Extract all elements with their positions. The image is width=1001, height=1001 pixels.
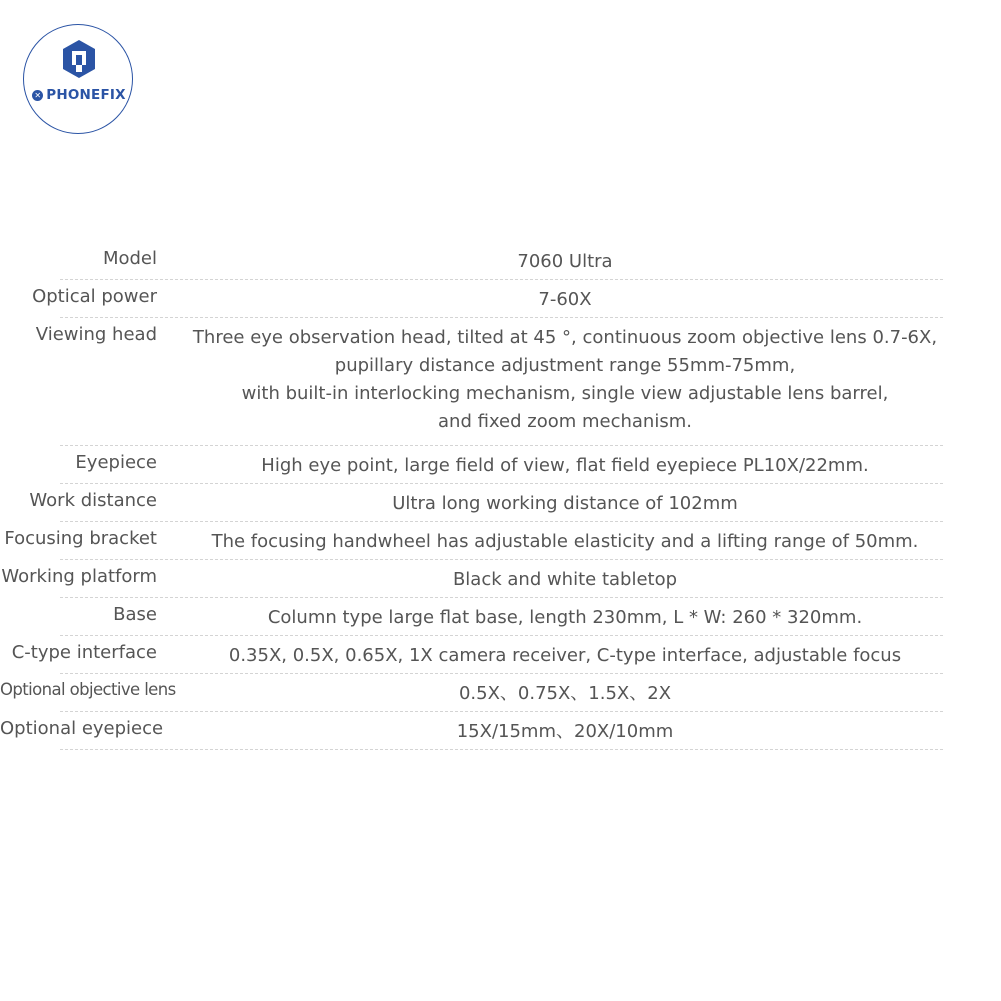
spec-row-work-distance	[29, 484, 943, 522]
spec-label: Optional eyepiece	[0, 718, 164, 739]
spec-row-optional-objective-lens	[0, 674, 943, 712]
spec-row-working-platform	[1, 560, 943, 598]
spec-label: Eyepiece	[75, 452, 157, 473]
spec-row-optional-eyepiece	[0, 712, 943, 750]
spec-value: 15X/15mm、20X/10mm	[456, 721, 674, 742]
brand-name: PHONEFIX	[46, 87, 126, 103]
brand-wordmark	[30, 85, 128, 105]
close-badge-icon: ✕	[32, 90, 43, 101]
spec-value: 7-60X	[538, 289, 592, 310]
spec-label: Base	[113, 604, 157, 625]
spec-label: Focusing bracket	[4, 528, 157, 549]
spec-value: Ultra long working distance of 102mm	[392, 493, 738, 514]
spec-value: 7060 Ultra	[517, 251, 613, 272]
spec-label: C-type interface	[11, 642, 157, 663]
spec-label: Viewing head	[35, 324, 157, 345]
spec-row-c-type-interface	[11, 636, 943, 674]
spec-value: 0.35X, 0.5X, 0.65X, 1X camera receiver, C-type interface, adjustable focus	[228, 645, 902, 666]
spec-value: Three eye observation head, tilted at 45 °, continuous zoom objective lens 0.7-6X, pupillary distance adjustment range 55mm-75mm, with built-in interlocking mechanism, single view adjustable lens barrel, and fixed zoom mechanism.	[192, 327, 938, 432]
spec-label: Optical power	[32, 286, 157, 307]
spec-label: Working platform	[1, 566, 157, 587]
spec-label: Model	[102, 248, 157, 269]
spec-value: High eye point, large field of view, flat field eyepiece PL10X/22mm.	[261, 455, 869, 476]
spec-value: 0.5X、0.75X、1.5X、2X	[458, 683, 672, 704]
spec-value: Black and white tabletop	[452, 569, 678, 590]
spec-label: Optional objective lens	[0, 680, 176, 699]
spec-row-viewing-head	[35, 318, 943, 446]
spec-row-focusing-bracket	[4, 522, 943, 560]
spec-row-eyepiece	[60, 446, 943, 484]
spec-label: Work distance	[29, 490, 157, 511]
spec-row-optical-power	[32, 280, 943, 318]
brand-logo	[23, 24, 133, 134]
phonefix-logo-icon	[60, 39, 98, 79]
spec-value: The focusing handwheel has adjustable elasticity and a lifting range of 50mm.	[211, 531, 919, 552]
spec-row-model	[60, 242, 943, 280]
spec-row-base	[60, 598, 943, 636]
spec-value: Column type large flat base, length 230mm, L * W: 260 * 320mm.	[267, 607, 863, 628]
spec-table	[0, 242, 1001, 750]
